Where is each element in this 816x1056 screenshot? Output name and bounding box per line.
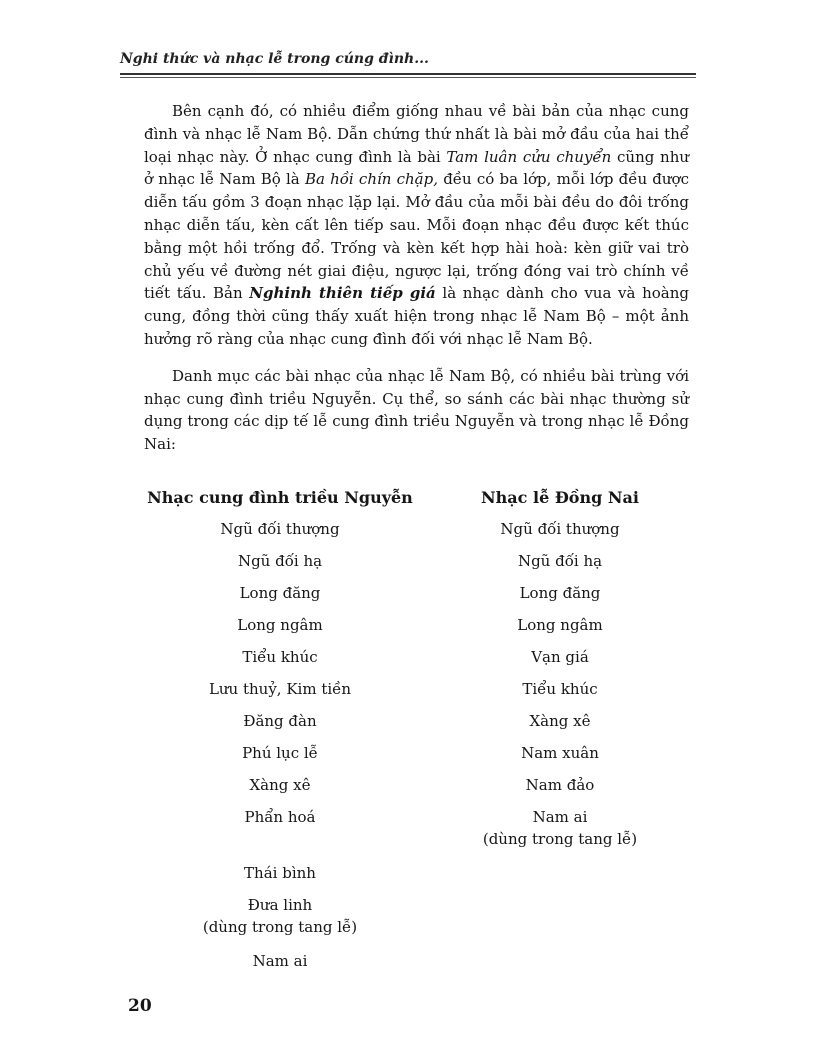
music-piece-name: Long ngâm [517, 616, 603, 634]
column-heading-imperial-music: Nhạc cung đình triều Nguyễn [147, 488, 413, 507]
text-run: cũng như ở nhạc lễ Nam Bộ là [144, 147, 690, 189]
music-piece-name: Tiểu khúc [522, 680, 598, 698]
music-piece-name: Ngũ đối thượng [500, 520, 620, 538]
emphasized-title: Ba hồi chín chặp, [304, 170, 438, 189]
music-piece-name: Long đăng [239, 584, 321, 602]
music-piece-name: Đăng đàn [243, 712, 317, 730]
text-run: là nhạc dành cho vua và hoàng cung, đồng thời cũng thấy xuất hiện trong nhạc lễ Nam Bộ – một ảnh hưởng rõ ràng của nhạc cung đình đối với nhạc lễ Nam Bộ. [144, 284, 689, 348]
music-piece-item [140, 550, 420, 572]
music-piece-item [430, 582, 690, 604]
music-piece-name: Long ngâm [237, 616, 323, 634]
music-piece-item [140, 582, 420, 604]
text-run: Danh mục các bài nhạc của nhạc lễ Nam Bộ, có nhiều bài trùng với nhạc cung đình triều Nguyễn. Cụ thể, so sánh các bài nhạc thường sử dụng trong các dịp tế lễ cung đình triều Nguyễn và trong nhạc lễ Đồng Nai: [144, 366, 689, 454]
music-piece-item [140, 678, 420, 700]
music-piece-item [140, 614, 420, 636]
music-piece-name: Lưu thuỷ, Kim tiền [208, 680, 352, 698]
body-text [144, 100, 689, 456]
music-piece-item [430, 550, 690, 572]
music-piece-item [140, 742, 420, 764]
running-header-title: Nghi thức và nhạc lễ trong cúng đình... [120, 51, 429, 67]
music-piece-item [140, 518, 420, 540]
header-rule-thin [120, 77, 696, 78]
music-piece-name: Xàng xê [249, 776, 311, 794]
music-piece-name: Phẩn hoá [244, 808, 316, 826]
music-piece-name: Nam đảo [525, 776, 595, 794]
music-piece-name: Xàng xê [529, 712, 591, 730]
music-piece-name: Phú lục lễ [242, 744, 318, 762]
music-piece-item [140, 646, 420, 668]
music-piece-name: Đưa linh [247, 896, 313, 914]
music-piece-name: Nam ai [252, 952, 308, 970]
music-piece-item [430, 710, 690, 732]
music-piece-item [140, 710, 420, 732]
music-piece-name: Nam ai [532, 808, 588, 826]
music-piece-name: Thái bình [244, 864, 316, 882]
music-piece-item [430, 678, 690, 700]
music-piece-item [430, 774, 690, 796]
header-rule-thick [120, 73, 696, 75]
music-piece-item [140, 806, 420, 828]
emphasized-title: Nghinh thiên tiếp giá [249, 284, 436, 303]
music-piece-item [140, 862, 420, 884]
music-piece-name: Ngũ đối thượng [220, 520, 340, 538]
page-number: 20 [128, 996, 152, 1016]
music-piece-note: (dùng trong tang lễ) [482, 830, 638, 848]
text-run: đều có ba lớp, mỗi lớp đều được diễn tấu gồm 3 đoạn nhạc lặp lại. Mở đầu của mỗi bài đều do đôi trống nhạc diễn tấu, kèn cất lên tiếp sau. Mỗi đoạn nhạc đều được kết thúc bằng một hồi trống đổ. Trống và kèn kết hợp hài hoà: kèn giữ vai trò chủ yếu về đường nét giai điệu, ngược lại, trống đóng vai trò chính về tiết tấu. Bản [144, 170, 689, 303]
text-run: Bên cạnh đó, có nhiều điểm giống nhau về bài bản của nhạc cung đình và nhạc lễ Nam Bộ. Dẫn chứng thứ nhất là bài mở đầu của hai thể loại nhạc này. Ở nhạc cung đình là bài [144, 102, 689, 166]
music-piece-note: (dùng trong tang lễ) [202, 918, 358, 936]
music-piece-item [140, 774, 420, 796]
music-piece-name: Vạn giá [531, 648, 589, 666]
music-piece-item [430, 742, 690, 764]
music-piece-item [430, 614, 690, 636]
music-piece-name: Nam xuân [521, 744, 599, 762]
music-piece-name: Ngũ đối hạ [237, 552, 323, 570]
music-piece-item [140, 950, 420, 972]
music-piece-item [430, 646, 690, 668]
column-heading-dong-nai-music: Nhạc lễ Đồng Nai [481, 488, 639, 507]
paragraph-2 [144, 365, 689, 456]
emphasized-title: Tam luân cửu chuyển [446, 147, 612, 166]
music-piece-name: Long đăng [519, 584, 601, 602]
music-piece-item [140, 894, 420, 938]
music-piece-item [430, 518, 690, 540]
music-piece-name: Ngũ đối hạ [517, 552, 603, 570]
music-piece-item [430, 806, 690, 850]
music-piece-name: Tiểu khúc [242, 648, 318, 666]
paragraph-1 [144, 100, 689, 351]
